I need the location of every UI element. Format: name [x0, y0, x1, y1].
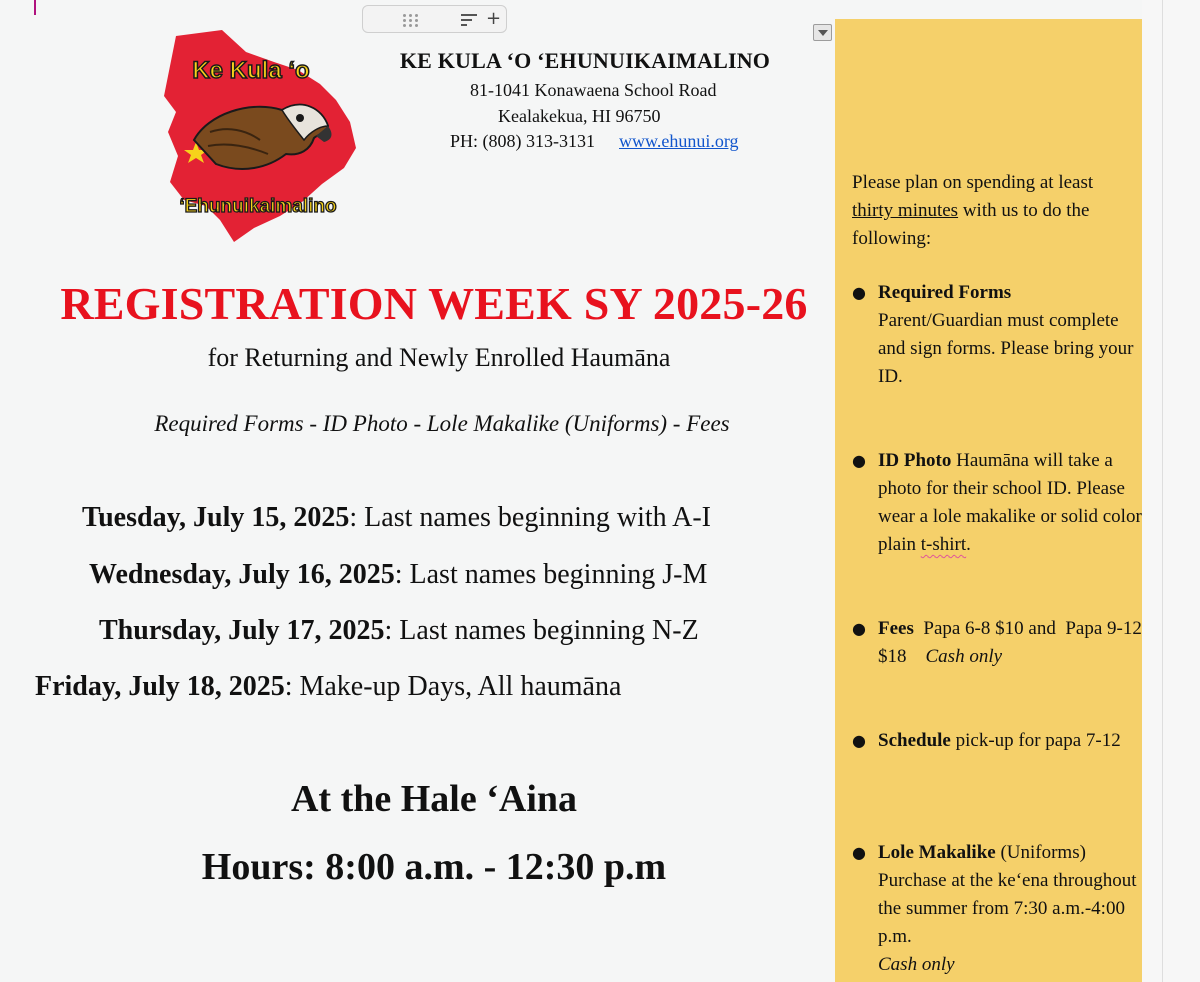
- schedule-day-line: [35, 671, 621, 703]
- schedule-description: : Make-up Days, All haumāna: [284, 671, 622, 702]
- list-item-text: Haumāna will take a photo for their school ID. Please wear a lole makalike or solid color plain: [878, 450, 1142, 555]
- list-item-title: Lole Makalike: [878, 842, 996, 863]
- list-item-note: Cash only: [925, 646, 1003, 667]
- document-margin: [1142, 0, 1200, 982]
- sidebar-list-item: [852, 727, 1142, 755]
- school-name: KE KULA ‘O ‘EHUNUIKAIMALINO: [399, 48, 771, 73]
- schedule-description: : Last names beginning N-Z: [384, 615, 699, 646]
- list-item-text-end: .: [966, 534, 971, 555]
- sidebar-intro: [852, 169, 1137, 253]
- logo-bottom-text: ‘Ehunuikaimalino: [179, 196, 337, 217]
- list-item-title: Fees: [878, 618, 914, 639]
- schedule-day-line: [89, 559, 707, 591]
- sort-lines-icon[interactable]: [461, 14, 477, 26]
- sidebar-list-item: [852, 839, 1142, 979]
- address-line-2: Kealakekua, HI 96750: [498, 106, 661, 126]
- page-subtitle: for Returning and Newly Enrolled Haumāna: [207, 343, 671, 372]
- list-item-text: (Uniforms) Purchase at the ke‘ena throughout the summer from 7:30 a.m.-4:00 p.m.: [878, 842, 1137, 947]
- bullet-icon: ●: [852, 283, 866, 302]
- bullet-icon: ●: [852, 451, 866, 470]
- event-location: At the Hale ‘Aina: [290, 778, 578, 820]
- schedule-date: Thursday, July 17, 2025: [99, 615, 385, 646]
- list-item-note: Cash only: [878, 954, 955, 975]
- drag-handle-icon[interactable]: [403, 14, 421, 26]
- bullet-icon: ●: [852, 731, 866, 750]
- list-item-title: Schedule: [878, 730, 951, 751]
- bullet-icon: ●: [852, 619, 866, 638]
- floating-toolbar[interactable]: [362, 5, 507, 33]
- page-title: REGISTRATION WEEK SY 2025-26: [60, 278, 808, 329]
- list-item-text: Papa 6-8 $10 and Papa 9-12 $18: [878, 618, 1147, 667]
- website-link[interactable]: www.ehunui.org: [619, 131, 739, 151]
- sidebar-intro-underlined: thirty minutes: [852, 200, 959, 221]
- schedule-description: : Last names beginning J-M: [394, 559, 708, 590]
- sidebar-list-item: [852, 615, 1147, 671]
- schedule-day-line: [82, 502, 711, 534]
- address-line-1: 81-1041 Konawaena School Road: [470, 80, 717, 100]
- event-hours: Hours: 8:00 a.m. - 12:30 p.m: [201, 846, 667, 888]
- text-cursor-marker: [34, 0, 36, 15]
- schedule-date: Tuesday, July 15, 2025: [82, 502, 350, 533]
- list-item-text: pick-up for papa 7-12: [950, 730, 1121, 751]
- school-logo: [150, 22, 372, 244]
- sidebar-list-item: [852, 447, 1142, 559]
- spellcheck-flagged-word[interactable]: t-shirt: [920, 534, 967, 555]
- list-item-title: Required Forms: [878, 282, 1012, 303]
- registration-items-line: Required Forms - ID Photo - Lole Makalike (Uniforms) - Fees: [154, 411, 730, 436]
- list-item-title: ID Photo: [878, 450, 952, 471]
- schedule-date: Friday, July 18, 2025: [35, 671, 285, 702]
- schedule-day-line: [99, 615, 699, 647]
- sidebar-list-item: [852, 279, 1142, 391]
- phone-number: PH: (808) 313-3131: [450, 131, 595, 151]
- bullet-icon: ●: [852, 843, 866, 862]
- logo-top-text: Ke Kula ‘o: [192, 57, 310, 84]
- sidebar-intro-text-end: with us to do the following:: [852, 200, 1090, 249]
- sidebar-collapse-button[interactable]: [813, 24, 832, 41]
- schedule-date: Wednesday, July 16, 2025: [89, 559, 395, 590]
- schedule-description: : Last names beginning with A-I: [349, 502, 711, 533]
- list-item-text: Parent/Guardian must complete and sign forms. Please bring your ID.: [878, 310, 1134, 387]
- sidebar-intro-text: Please plan on spending at least: [852, 172, 1094, 193]
- info-sidebar: [835, 19, 1147, 982]
- add-icon[interactable]: +: [486, 8, 502, 29]
